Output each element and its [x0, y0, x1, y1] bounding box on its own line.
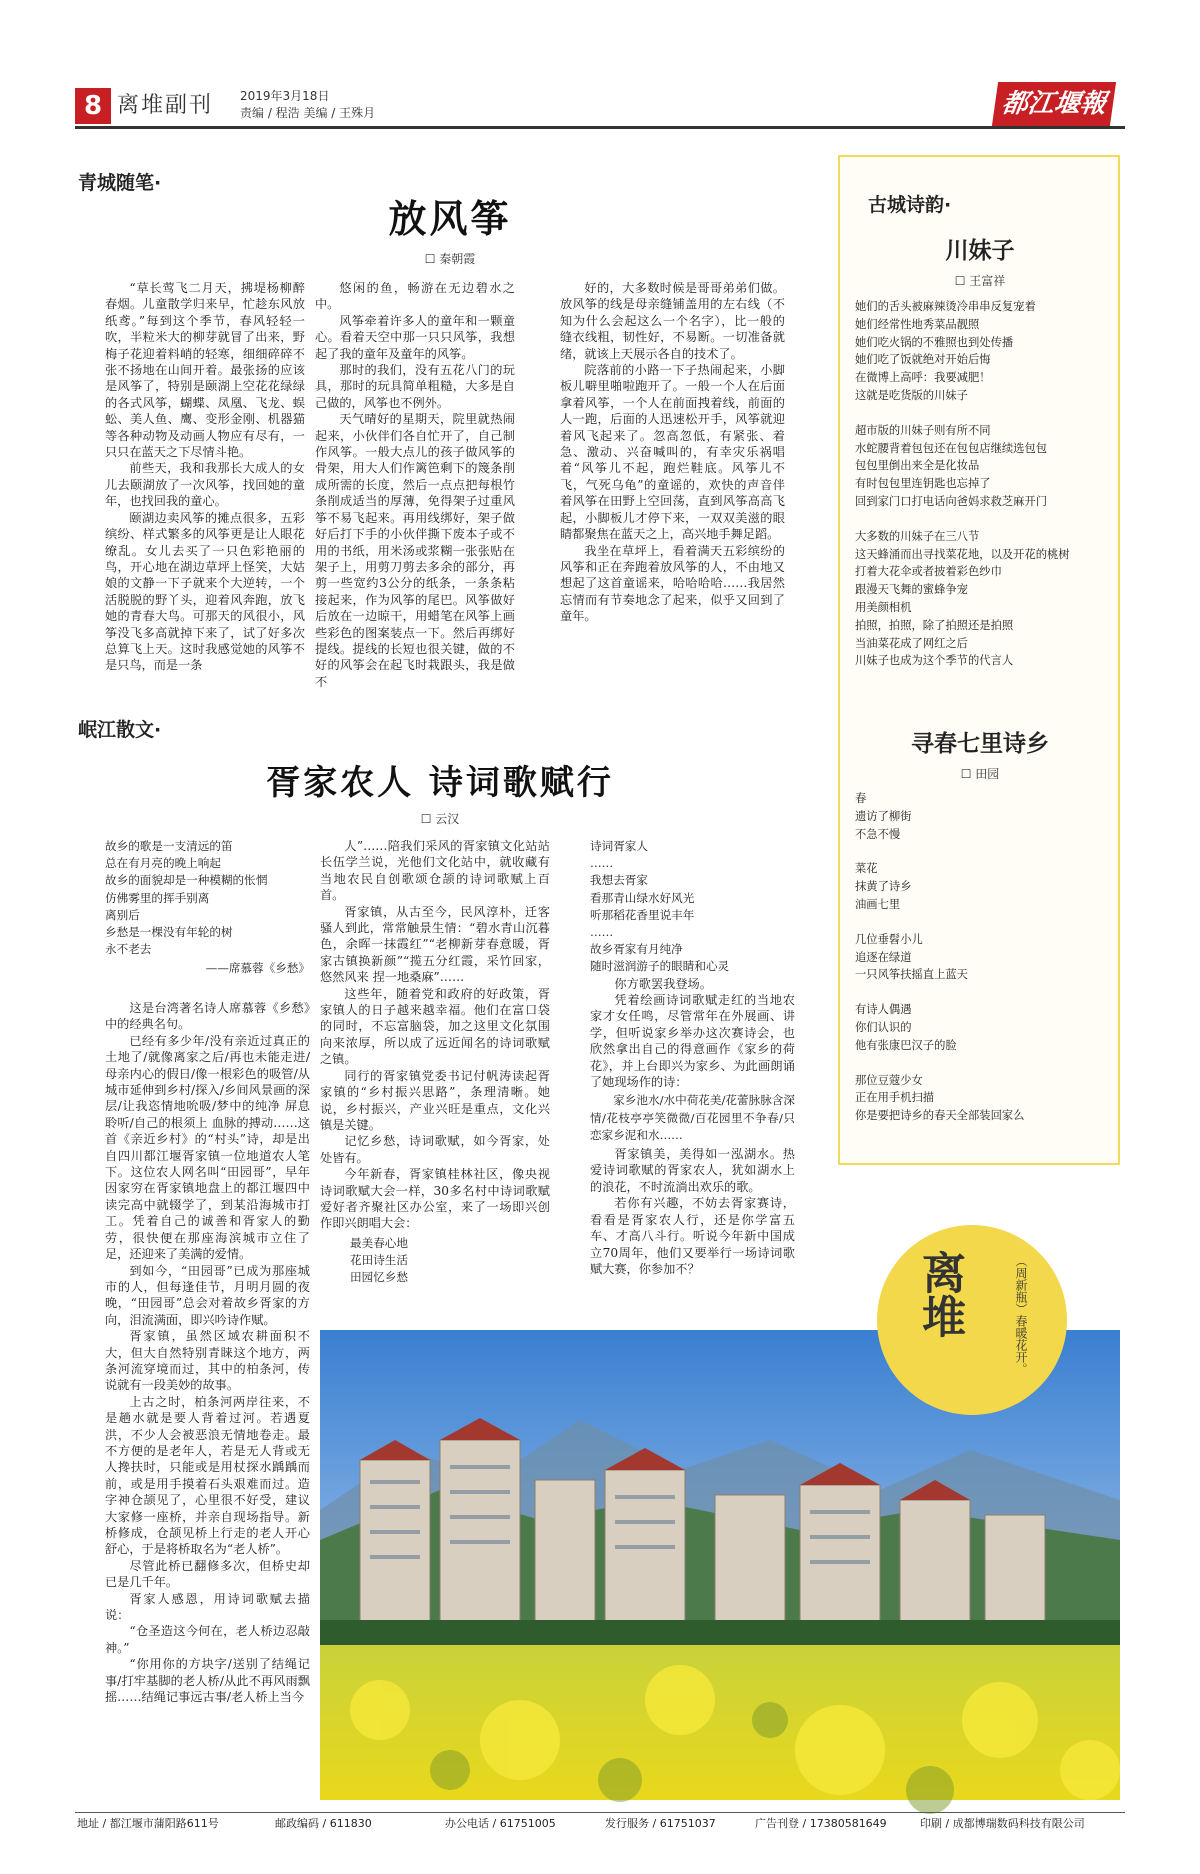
intro-poem-lines — [105, 838, 310, 958]
paragraph: 悠闲的鱼，畅游在无边碧水之中。 — [315, 281, 515, 312]
editor-credits: 责编 / 程浩 美编 / 王殊月 — [240, 106, 376, 120]
poem-line: 总在有月亮的晚上响起 — [105, 856, 221, 871]
poem-line: 不急不慢 — [855, 827, 901, 841]
footer-printer: 印刷 / 成都博瑞数码科技有限公司 — [920, 1817, 1085, 1830]
poem1-body — [855, 298, 1110, 687]
paragraph: 胥家镇，从古至今，民风淳朴，迁客骚人到此，常常触景生情：“碧水青山沉暮色，余晖一抹霞红”“老柳新芽春意暖，胥家古镇换新颜”“揽五分红霞，采竹回家，悠然风来 捏一地桑麻”…… — [320, 904, 550, 985]
article2-author-name: 云汉 — [435, 812, 460, 826]
poem2-title: 寻春七里诗乡 — [911, 731, 1049, 757]
poem-line: 回到家门口打电话向爸妈求救芝麻开门 — [855, 494, 1048, 508]
paragraph: 到如今，“田园哥”已成为那座城市的人，但每逢佳节，月明月圆的夜晚，“田园哥”总会对着故乡胥家的方向，泪流满面，即兴吟诗作赋。 — [105, 1263, 310, 1327]
poem-line: 田园忆乡愁 — [350, 1270, 408, 1285]
footer-ads: 广告刊登 / 17380581649 — [755, 1817, 887, 1830]
poem-line: 打着大花伞或者披着彩色纱巾 — [855, 565, 1002, 579]
poem-stanza — [855, 790, 1110, 843]
poem-line: 几位垂髫小儿 — [855, 932, 923, 946]
poem-line: 遗访了柳街 — [855, 809, 912, 823]
poem1-author: ☐ 王富祥 — [954, 274, 1006, 288]
poem-line: 仿佛雾里的挥手别离 — [105, 890, 210, 905]
poem2-author: ☐ 田园 — [960, 767, 1000, 781]
poem-line: 用美颜相机 — [855, 600, 912, 614]
article2-column-3 — [590, 838, 795, 1318]
article1-column-3 — [560, 280, 785, 680]
poem-line: 拍照，拍照，除了拍照还是拍照 — [855, 618, 1014, 632]
intro-poem-credit: ——席慕蓉《乡愁》 — [205, 961, 310, 976]
poem2-body — [855, 790, 1110, 1142]
poem-line: 花田诗生活 — [350, 1252, 408, 1267]
stamp-sub-text: （周新瓶）春暖花开。 — [1014, 1255, 1028, 1375]
poem-stanza — [855, 528, 1110, 670]
poem-line: 听那稻花香里说丰年 — [590, 907, 695, 922]
poem-stanza — [855, 298, 1110, 405]
poem-line: 最美春心地 — [350, 1235, 408, 1250]
paragraph: 颐湖边卖风筝的摊点很多，五彩缤纷、样式繁多的风筝更是让人眼花缭乱。女儿去买了一只色彩艳丽的鸟，开心地在湖边草坪上怪笑，大姑娘的文静一下子就来个大逆转，一个活脱脱的野丫头，迎着风奔跑，放飞她的青春大鸟。可那天的风很小，风筝没飞多高就掉下来了，试了好多次总算飞上天。这时我感觉她的风筝不是只鸟，而是一条 — [105, 510, 305, 673]
article2-column-3-poem — [590, 838, 795, 976]
paragraph: 这些年，随着党和政府的好政策，胥家镇人的日子越来越幸福。他们在富口袋的同时，不忘富脑袋，加之这里文化氛围向来浓厚，所以成了远近闻名的诗词歌赋之镇。 — [320, 986, 550, 1067]
article1-column-1 — [105, 280, 305, 680]
poem-line: …… — [590, 925, 614, 940]
section-label-gucheng: 古城诗韵· — [868, 194, 952, 216]
footer-office-phone: 办公电话 / 61751005 — [445, 1817, 556, 1830]
poem2-author-name: 田园 — [975, 767, 1000, 781]
paragraph: 同行的胥家镇党委书记付帆涛读起胥家镇的“乡村振兴思路”，条理清晰。她说，乡村振兴，产业兴旺是重点，文化兴镇是关键。 — [320, 1068, 550, 1132]
page-section-title: 离堆副刊 — [117, 93, 214, 118]
poem-line: 他有张康巴汉子的脸 — [855, 1038, 957, 1052]
poem-line: 诗词胥家人 — [590, 839, 648, 853]
paragraph: 天气晴好的星期天，院里就热闹起来，小伙伴们各自忙开了，自己制作风筝。一般大点儿的孩子做风筝的骨架，用大人们作篱笆剩下的篾条削成所需的长度，然后一点点把每根竹条削成适当的厚薄，免得架子过重风筝不易飞起来。再用线绑好，架子做好后打下手的小伙伴撕下废本子或不用的书纸，用米汤或浆糊一张张贴在架子上，用剪刀剪去多余的部分，再剪一些宽约3公分的纸条，一条条粘接起来，作为风筝的尾巴。风筝做好后放在一边晾干，用蜡笔在风筝上画些彩色的图案装点一下。然后再绑好提线。提线的长短也很关键，做的不好的风筝会在起飞时栽跟头，我是做不 — [315, 412, 515, 689]
poem-line: 看那青山绿水好风光 — [590, 890, 695, 905]
paragraph: “仓圣造这今何在，老人桥边忍敲神。” — [105, 1624, 310, 1655]
article2-author: ☐ 云汉 — [420, 812, 460, 826]
poem-line: 包包里倒出来全是化妆品 — [855, 459, 980, 473]
article2-column-1 — [105, 1000, 310, 1800]
paragraph: 人”……陪我们采风的胥家镇文化站站长伍学兰说，光他们文化站中，就收藏有当地农民自创歌颂仓颉的诗词歌赋上百首。 — [320, 839, 550, 903]
footer-postcode: 邮政编码 / 611830 — [275, 1817, 372, 1830]
poem-line: 抹黄了诗乡 — [855, 880, 912, 894]
poem-line: 有诗人偶遇 — [855, 1003, 912, 1017]
poem1-title: 川妹子 — [945, 238, 1015, 264]
article2-column-3-poem2: 家乡池水/水中荷花美/花蕾脉脉含深情/花枝亭亭笑微微/百花园里不争春/只恋家乡泥和水…… — [590, 1093, 795, 1142]
poem-line: 这就是吃货版的川妹子 — [855, 388, 968, 402]
poem-line: …… — [590, 856, 614, 871]
poem-line: 超市版的川妹子则有所不同 — [855, 423, 991, 437]
article2-column-3-text-b — [590, 1146, 795, 1277]
paragraph: 若你有兴趣，不妨去胥家赛诗，看看是胥家农人行，还是你学富五车、才高八斗行。听说今年新中国成立70周年，他们又要举行一场诗词歌赋大赛，你参加不？ — [590, 1196, 795, 1276]
section-label-minjiang: 岷江散文· — [78, 719, 162, 741]
paragraph: 今年新春，胥家镇桂林社区，像央视诗词歌赋大会一样，30多名村中诗词歌赋爱好者齐聚社区办公室，来了一场即兴创作即兴朗唱大会： — [320, 1167, 550, 1231]
poem-line: 一只风筝扶摇直上蓝天 — [855, 968, 968, 982]
poem-line: 菜花 — [855, 862, 878, 876]
footer — [75, 1812, 1125, 1834]
poem-line: 她们的舌头被麻辣烫冷串串反复宠着 — [855, 300, 1036, 313]
paragraph: 尽管此桥已翻修多次，但桥史却已是几千年。 — [105, 1558, 310, 1590]
poem1-author-name: 王富祥 — [969, 274, 1006, 288]
newspaper-logo: 都江堰報 — [992, 82, 1116, 126]
paragraph: 上古之时，柏条河两岸往来，不是趟水就是要人背着过河。若遇夏洪，不少人会被恶浪无情地卷走。最不方便的是老年人，若是无人背或无人搀扶时，只能或是用杖探水踽踽而前，或是用手摸着石头艰难而过。造字神仓颉见了，心里很不好受，建议大家修一座桥，并亲自现场指导。新桥修成，仓颉见桥上行走的老人开心舒心，于是将桥取名为“老人桥”。 — [105, 1394, 310, 1557]
poem-line: 你是要把诗乡的春天全部装回家么 — [855, 1109, 1025, 1123]
poem-line: 她们吃了饭就绝对开始后悔 — [855, 353, 991, 367]
poem-line: 有时包包里连钥匙也忘掉了 — [855, 477, 991, 491]
paragraph: 你方歌罢我登场。 — [614, 976, 712, 991]
section-label-qingcheng: 青城随笔· — [78, 172, 162, 194]
issue-date: 2019年3月18日 — [240, 89, 330, 103]
poem-line: 你们认识的 — [855, 1020, 912, 1034]
issue-meta — [240, 88, 375, 122]
poem-line: 水蛇腰背着包包还在包包店继续选包包 — [855, 441, 1048, 455]
article2-column-3-text-a — [590, 976, 795, 1091]
paragraph: “你用你的方块字/送别了结绳记事/打牢基脚的老人桥/从此不再风雨飘摇……结绳记事远古事/老人桥上当今 — [105, 1657, 310, 1705]
footer-distribution: 发行服务 / 61751037 — [605, 1817, 716, 1830]
paragraph: 胥家镇美，美得如一泓湖水。热爱诗词歌赋的胥家农人，犹如湖水上的浪花，不时流淌出欢乐的歌。 — [590, 1147, 795, 1194]
header-rule — [75, 126, 1125, 129]
poem-line: 故乡的歌是一支清远的笛 — [105, 839, 233, 853]
paragraph: 那时的我们，没有五花八门的玩具，那时的玩具简单粗糙，大多是自己做的，风筝也不例外。 — [315, 363, 515, 410]
paragraph: “草长莺飞二月天，拂堤杨柳醉春烟。儿童散学归来早，忙趁东风放纸鸢。”每到这个季节，春风轻轻一吹，半粒米大的柳芽就冒了出来，野梅子花迎着料峭的轻寒，细细碎碎不张不扬地在山间开着。最张扬的应该是风筝了，特别是颐湖上空花花绿绿的各式风筝，蝴蝶、凤凰、飞龙、蜈蚣、美人鱼、鹰、变形金刚、机器猫等各种动物及动画人物应有尽有，一只只在蓝天之下尽情斗艳。 — [105, 281, 305, 460]
poem-line: 追逐在绿道 — [855, 950, 912, 964]
stamp-main-text: 离堆 — [914, 1250, 965, 1338]
paragraph: 风筝牵着许多人的童年和一颗童心。看着天空中那一只只风筝，我想起了我的童年及童年的风筝。 — [315, 313, 515, 361]
paragraph: 胥家镇，虽然区域农耕面积不大，但大自然特别青睐这个地方，两条河流穿境而过，其中的柏条河，传说就有一段美妙的故事。 — [105, 1329, 310, 1393]
poem-line: 离别后 — [105, 907, 140, 922]
poem-line: 故乡胥家有月纯净 — [590, 942, 683, 957]
paragraph: 前些天，我和我那长大成人的女儿去颐湖放了一次风筝，找回她的童年，也找回我的童心。 — [105, 461, 305, 509]
poem-stanza — [855, 422, 1110, 511]
article1-author-name: 秦朝霞 — [439, 252, 476, 266]
article2-column-2-poem — [320, 1235, 550, 1287]
article1-author: ☐ 秦朝霞 — [424, 252, 476, 266]
paragraph: 凭着绘画诗词歌赋走红的当地农家才女任鸣，尽管常年在外展画、讲学，但听说家乡举办这次赛诗会，也欣然拿出自己的得意画作《家乡的荷花》，并上台即兴为家乡、为此画朗诵了她现场作的诗： — [590, 993, 795, 1090]
poem-line: 当油菜花成了网红之后 — [855, 636, 968, 650]
poem-line: 随时滋润游子的眼睛和心灵 — [590, 959, 730, 974]
article1-title: 放风筝 — [388, 197, 512, 241]
poem-line: 那位豆蔻少女 — [855, 1073, 923, 1087]
poem-line: 我想去胥家 — [590, 873, 648, 888]
poem-line: 大多数的川妹子在三八节 — [855, 529, 980, 543]
seal-stamp — [877, 1225, 1067, 1415]
poem-line: 跟漫天飞舞的蜜蜂争宠 — [855, 583, 968, 597]
paragraph: 我坐在草坪上，看着满天五彩缤纷的风筝和正在奔跑着放风筝的人，不由地又想起了这首童谣来，哈哈哈哈……我居然忘情而有节奏地念了起来，似乎又回到了童年。 — [560, 543, 785, 624]
poem-line: 永不老去 — [105, 942, 152, 957]
article2-column-2-text — [320, 838, 550, 1232]
article2-title: 胥家农人 诗词歌赋行 — [266, 763, 614, 803]
paragraph: 胥家人感恩，用诗词歌赋去描说： — [105, 1591, 310, 1623]
poem-line: 她们吃火锅的不雅照也到处传播 — [855, 335, 1014, 349]
paragraph: 这是台湾著名诗人席慕蓉《乡愁》中的经典名句。 — [105, 1001, 310, 1032]
article2-column-2 — [320, 838, 550, 1318]
paragraph: 院落前的小路一下子热闹起来，小脚板儿噼里啪啦跑开了。一般一个人在后面拿着风筝，一个人在前面拽着线，前面的人一跑，后面的人迅速松开手，风筝就迎着风飞起来了。忽高忽低，有紧张、着急、激动、兴奋喊叫的，有幸灾乐祸唱着“风筝儿不起，跑烂鞋底。风筝儿不飞，气死乌龟”的童谣的，欢快的声音伴着风筝在田野上空回荡，直到风筝高高飞起，小脚板儿才停下来，一双双美滋的眼睛都聚焦在蓝天之上，高兴地手舞足蹈。 — [560, 363, 785, 542]
poem-line: 正在用手机扫描 — [855, 1091, 935, 1105]
page-number: 8 — [75, 88, 111, 124]
poem-line: 油画七里 — [855, 897, 901, 911]
paragraph: 已经有多少年/没有亲近过真正的土地了/就像离家之后/再也未能走进/母亲内心的假日/像一根彩色的吸管/从城市延伸到乡村/探入/乡间风景画的深层/让我恣情地吮吸/梦中的纯净 屏息聆听/自己的根须上 血脉的搏动……这首《亲近乡村》的“村头”诗，却是出自四川都江堰胥家镇一位地道农人笔下。这位农人网名叫“田园哥”，早年因家穷在胥家镇地盘上的都江堰四中读完高中就辍学了，到某沿海城市打工。凭着自己的诚善和胥家人的勤劳，很快便在那座海滨城市立住了足，还迎来了美满的爱情。 — [105, 1033, 310, 1262]
poem-stanza — [855, 1001, 1110, 1054]
poem-stanza — [855, 931, 1110, 984]
poem-line: 这天蜂涌而出寻找菜花地，以及开花的桃树 — [855, 547, 1070, 561]
poem-line: 她们经常性地秀菜品靓照 — [855, 317, 980, 331]
poem-line: 在微博上高呼：我要减肥！ — [855, 371, 991, 385]
paragraph: 好的，大多数时候是哥哥弟弟们做。放风筝的线是母亲缝铺盖用的左右线（不知为什么会起这么一个名字），比一般的缝衣线粗，韧性好，不易断。一切准备就绪，就该上天展示各自的技术了。 — [560, 281, 785, 361]
poem-line: 故乡的面貌却是一种模糊的怅惘 — [105, 873, 268, 888]
poem-stanza — [855, 1072, 1110, 1125]
poem-line: 春 — [855, 792, 867, 805]
footer-address: 地址 / 都江堰市蒲阳路611号 — [77, 1817, 219, 1830]
paragraph: 记忆乡愁，诗词歌赋，如今胥家，处处皆有。 — [320, 1134, 550, 1165]
poem-line: 乡愁是一棵没有年轮的树 — [105, 925, 233, 940]
masthead — [75, 82, 1125, 128]
intro-poem — [105, 838, 310, 978]
poem-line: 川妹子也成为这个季节的代言人 — [855, 654, 1014, 668]
article1-column-2 — [315, 280, 515, 689]
poem-stanza — [855, 860, 1110, 913]
